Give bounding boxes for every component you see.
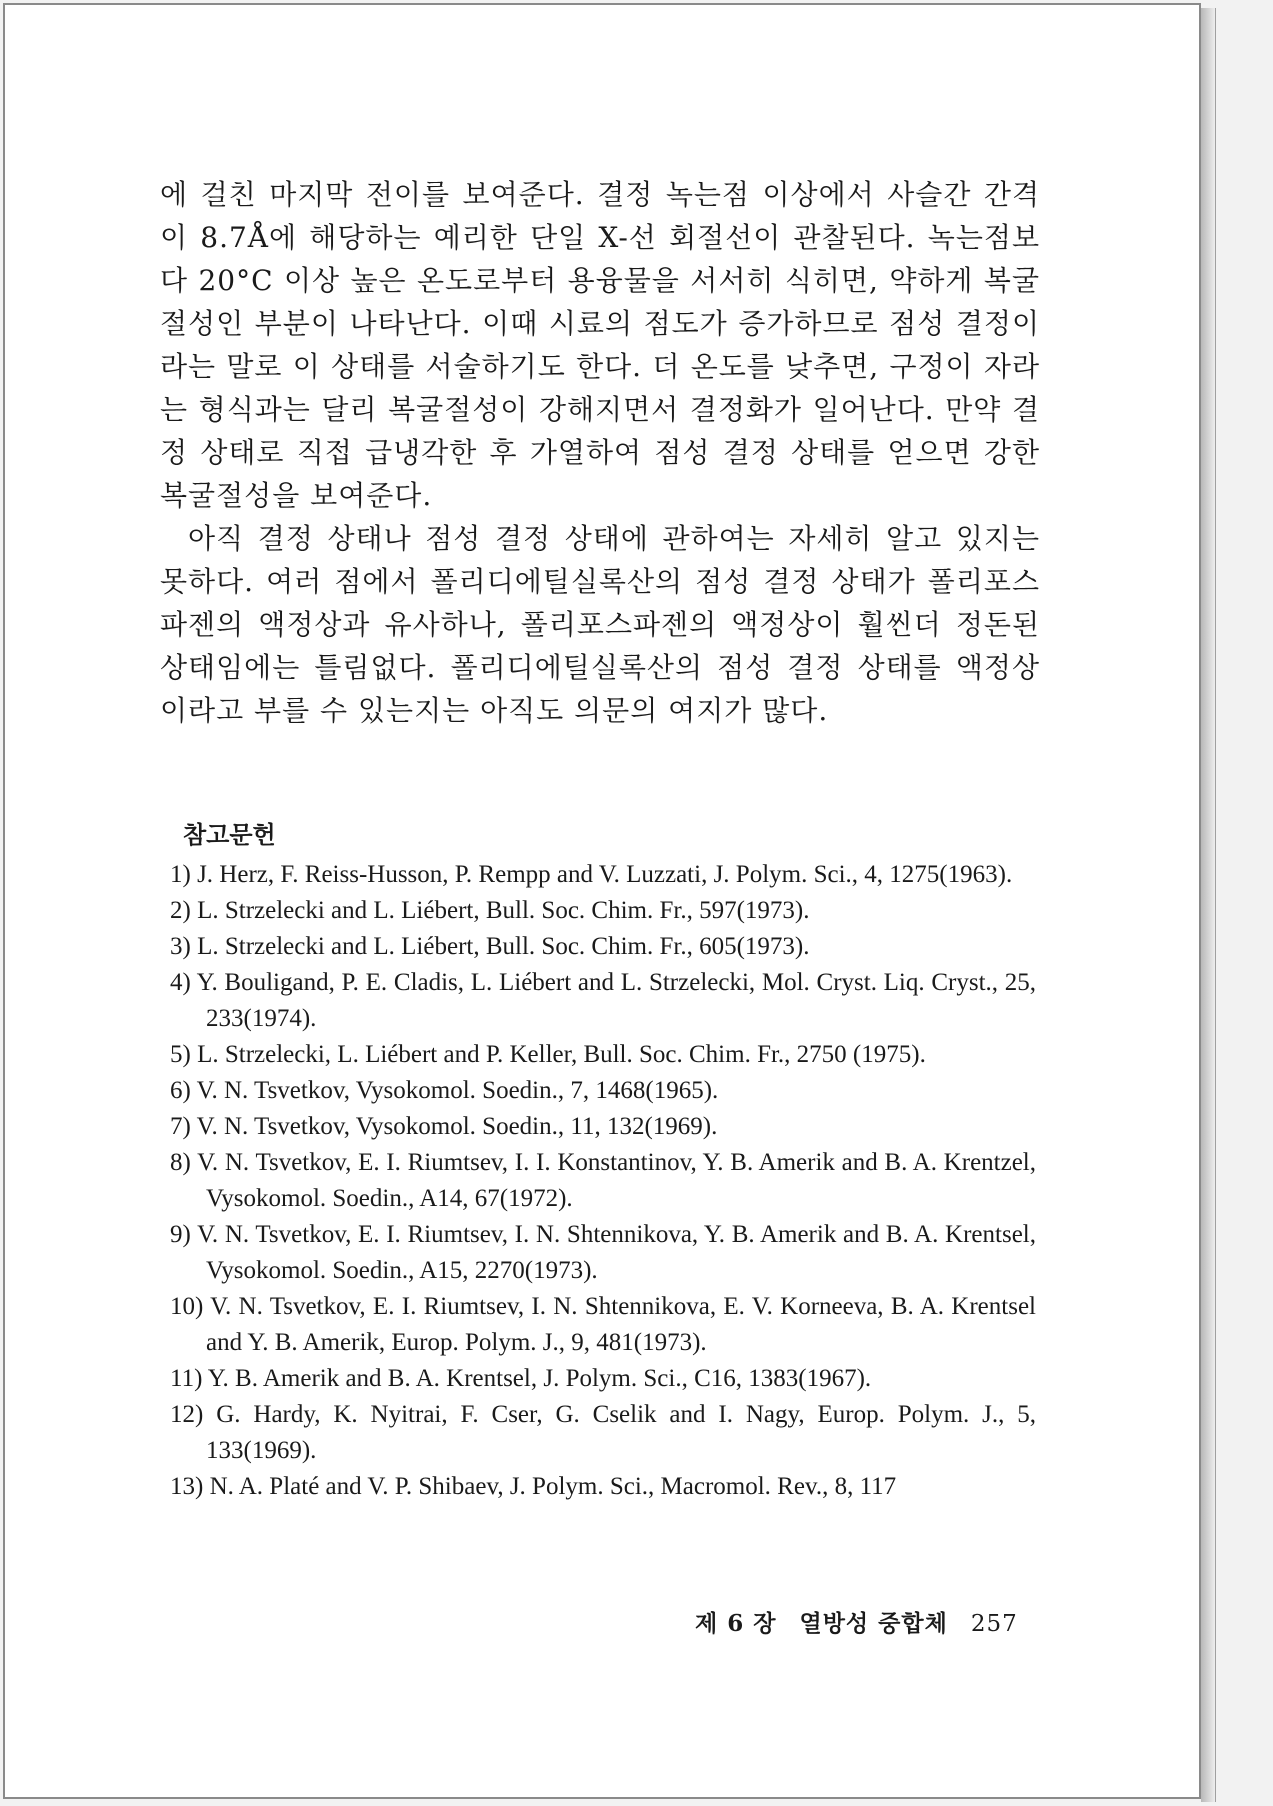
paragraph-1: 에 걸친 마지막 전이를 보여준다. 결정 녹는점 이상에서 사슬간 간격이 8.7Å에 해당하는 예리한 단일 X-선 회절선이 관찰된다. 녹는점보다 20°C 이상 높은 온도로부터 용융물을 서서히 식히면, 약하게 복굴절성인 부분이 나타난다. 이때 시료의 점도가 증가하므로 점성 결정이라는 말로 이 상태를 서술하기도 한다. 더 온도를 낮추면, 구정이 자라는 형식과는 달리 복굴절성이 강해지면서 결정화가 일어난다. 만약 결정 상태로 직접 급냉각한 후 가열하여 점성 결정 상태를 얻으면 강한 복굴절성을 보여준다.: [160, 178, 1040, 512]
reference-item: 3) L. Strzelecki and L. Liébert, Bull. Soc. Chim. Fr., 605(1973).: [170, 933, 810, 960]
reference-list: [170, 857, 1036, 1505]
reference-item: 13) N. A. Platé and V. P. Shibaev, J. Polym. Sci., Macromol. Rev., 8, 117: [170, 1473, 897, 1500]
page-number: 257: [970, 1611, 1018, 1637]
reference-item: 10) V. N. Tsvetkov, E. I. Riumtsev, I. N. Shtennikova, E. V. Korneeva, B. A. Krentsel and Y. B. Amerik, Europ. Polym. J., 9, 481(1973).: [170, 1293, 1036, 1356]
reference-item: 8) V. N. Tsvetkov, E. I. Riumtsev, I. I. Konstantinov, Y. B. Amerik and B. A. Krentzel, Vysokomol. Soedin., A14, 67(1972).: [170, 1149, 1036, 1212]
reference-item: 1) J. Herz, F. Reiss-Husson, P. Rempp and V. Luzzati, J. Polym. Sci., 4, 1275(1963).: [170, 861, 1013, 888]
page: [3, 3, 1201, 1799]
reference-item: 9) V. N. Tsvetkov, E. I. Riumtsev, I. N. Shtennikova, Y. B. Amerik and B. A. Krentsel, Vysokomol. Soedin., A15, 2270(1973).: [170, 1221, 1036, 1284]
body-text: [160, 173, 1040, 732]
footer-title: 열방성 중합체: [799, 1610, 948, 1637]
reference-item: 11) Y. B. Amerik and B. A. Krentsel, J. Polym. Sci., C16, 1383(1967).: [170, 1365, 872, 1392]
references-heading: 참고문헌: [183, 821, 276, 849]
reference-item: 5) L. Strzelecki, L. Liébert and P. Keller, Bull. Soc. Chim. Fr., 2750 (1975).: [170, 1041, 926, 1068]
page-footer: [695, 1605, 1018, 1638]
reference-item: 6) V. N. Tsvetkov, Vysokomol. Soedin., 7, 1468(1965).: [170, 1077, 719, 1104]
paragraph-2: 아직 결정 상태나 점성 결정 상태에 관하여는 자세히 알고 있지는 못하다. 여러 점에서 폴리디에틸실록산의 점성 결정 상태가 폴리포스파젠의 액정상과 유사하나, 폴리포스파젠의 액정상이 훨씬더 정돈된 상태임에는 틀림없다. 폴리디에틸실록산의 점성 결정 상태를 액정상이라고 부를 수 있는지는 아직도 의문의 여지가 많다.: [160, 522, 1040, 727]
reference-item: 7) V. N. Tsvetkov, Vysokomol. Soedin., 11, 132(1969).: [170, 1113, 718, 1140]
reference-item: 2) L. Strzelecki and L. Liébert, Bull. Soc. Chim. Fr., 597(1973).: [170, 897, 810, 924]
reference-item: 12) G. Hardy, K. Nyitrai, F. Cser, G. Cselik and I. Nagy, Europ. Polym. J., 5, 133(1969).: [170, 1401, 1036, 1464]
footer-chapter: 제 6 장: [695, 1610, 777, 1637]
page-edge-shadow: [1201, 8, 1216, 1802]
reference-item: 4) Y. Bouligand, P. E. Cladis, L. Liébert and L. Strzelecki, Mol. Cryst. Liq. Cryst., 25, 233(1974).: [170, 969, 1036, 1032]
